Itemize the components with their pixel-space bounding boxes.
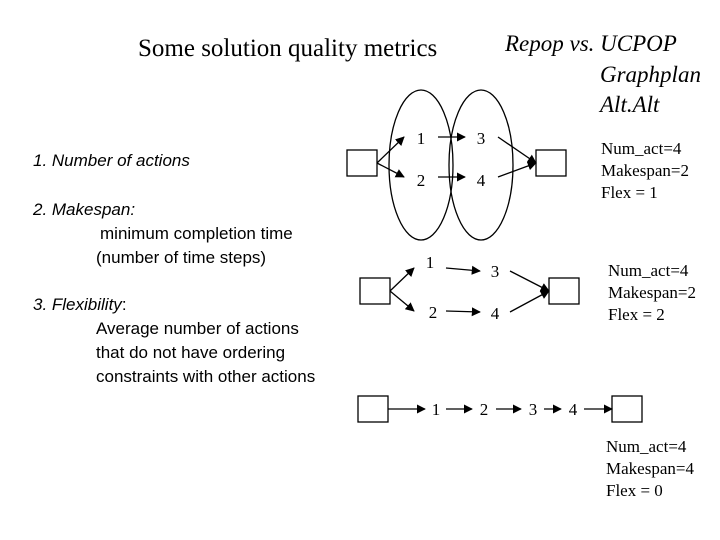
metric-flexibility-line: Average number of actions xyxy=(96,319,299,338)
plan-2-stats xyxy=(608,260,696,326)
plan-3-action-3: 3 xyxy=(528,400,538,419)
plan-3-action-1: 1 xyxy=(431,400,441,419)
metric-num-actions-heading: 1. Number of actions xyxy=(33,151,190,170)
plan-1-layer-2-oval xyxy=(449,90,513,240)
page-title: Some solution quality metrics xyxy=(138,35,438,62)
plan-1-layer-1-oval xyxy=(389,90,453,240)
plan-1-end-node xyxy=(536,150,566,176)
plan-2-num-actions: Num_act=4 xyxy=(608,261,689,280)
plan-3-stats xyxy=(606,436,694,502)
plan-2-action-2: 2 xyxy=(428,303,438,322)
metric-flexibility-label: 3. Flexibility xyxy=(33,295,122,314)
plan-1-diagram xyxy=(347,90,566,240)
planner-comparison-line-1: Repop vs. UCPOP xyxy=(505,31,677,56)
planner-comparison-line-2: Graphplan xyxy=(600,62,701,87)
plan-2-action-4: 4 xyxy=(490,304,500,323)
metric-flexibility-line: that do not have ordering xyxy=(96,343,286,362)
plan-3-makespan: Makespan=4 xyxy=(606,459,694,478)
plan-1-action-3: 3 xyxy=(476,129,486,148)
plan-2-makespan: Makespan=2 xyxy=(608,283,696,302)
plan-1-makespan: Makespan=2 xyxy=(601,161,689,180)
plan-1-num-actions: Num_act=4 xyxy=(601,139,682,158)
plan-3-num-actions: Num_act=4 xyxy=(606,437,687,456)
metric-makespan-line: minimum completion time xyxy=(100,224,293,243)
plan-1-stats xyxy=(601,138,689,204)
plan-3-action-4: 4 xyxy=(568,400,578,419)
metric-flexibility-colon: : xyxy=(121,295,127,314)
planner-comparison-line-3: Alt.Alt xyxy=(600,92,660,117)
plan-2-action-1: 1 xyxy=(425,253,435,272)
metric-makespan-heading: 2. Makespan: xyxy=(33,200,136,219)
plan-1-action-1: 1 xyxy=(416,129,426,148)
plan-1-start-node xyxy=(347,150,377,176)
metric-makespan-line: (number of time steps) xyxy=(96,248,267,267)
plan-3-diagram xyxy=(358,396,642,422)
plan-1-action-4: 4 xyxy=(476,171,486,190)
plan-2-diagram xyxy=(360,253,579,323)
plan-2-flex: Flex = 2 xyxy=(608,305,665,324)
plan-3-flex: Flex = 0 xyxy=(606,481,663,500)
plan-2-end-node xyxy=(549,278,579,304)
plan-2-start-node xyxy=(360,278,390,304)
plan-2-action-3: 3 xyxy=(490,262,500,281)
plan-3-end-node xyxy=(612,396,642,422)
plan-3-action-2: 2 xyxy=(479,400,489,419)
plan-3-start-node xyxy=(358,396,388,422)
plan-1-action-2: 2 xyxy=(416,171,426,190)
plan-1-flex: Flex = 1 xyxy=(601,183,658,202)
metric-flexibility-line: constraints with other actions xyxy=(96,367,316,386)
